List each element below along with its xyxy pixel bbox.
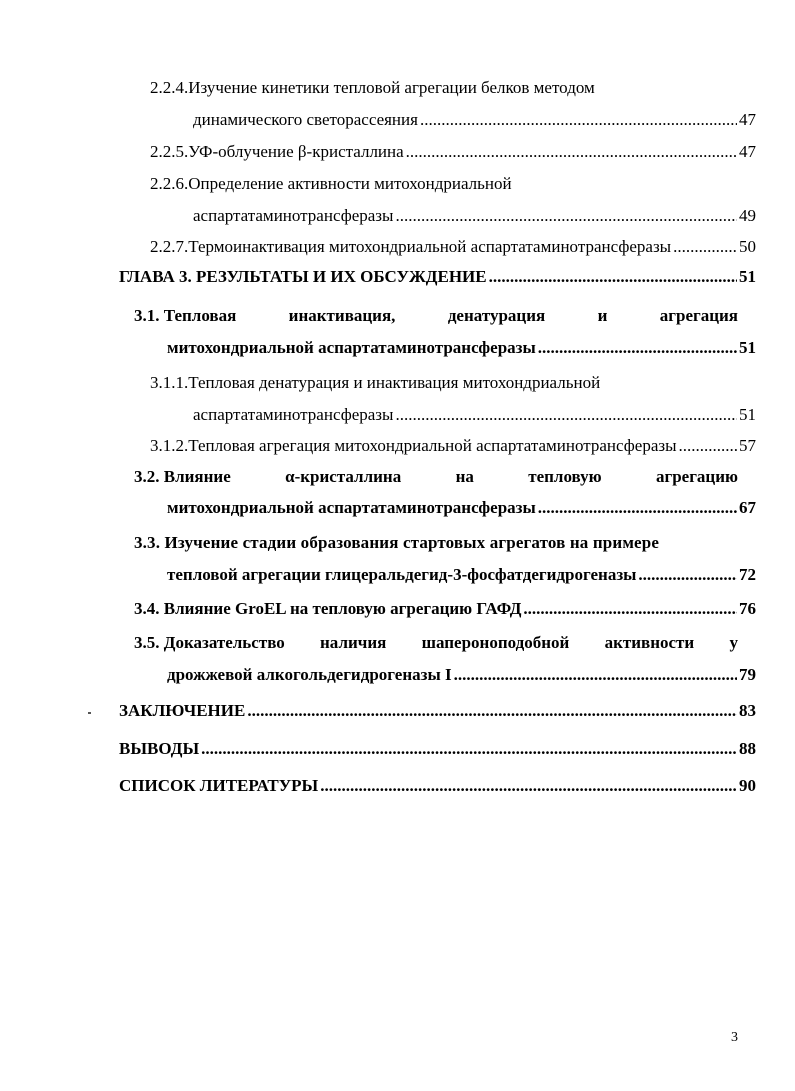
page-ref: 79 [739,665,756,684]
dot-leader [406,142,737,162]
scan-artifact-mark [88,712,91,714]
toc-chapter-3: ГЛАВА 3. РЕЗУЛЬТАТЫ И ИХ ОБСУЖДЕНИЕ ..... 51 [119,267,756,287]
toc-section-3-1-line2: митохондриальной аспартатаминотрансферазы ..... 51 [167,338,756,358]
page-number: 3 [731,1030,738,1045]
toc-entry-3-1-1-line1: 3.1.1. Тепловая денатурация и инактивация митохондриальной [150,373,601,392]
page-ref: 51 [739,267,756,286]
dot-leader [247,701,737,721]
page-ref: 50 [739,237,756,256]
toc-section-3-3-line1: 3.3. Изучение стадии образования стартовых агрегатов на примере [134,533,660,552]
toc-section-3-5-line2: дрожжевой алкогольдегидрогеназы I ..... 79 [167,665,756,685]
toc-entry-2-2-6-line1: 2.2.6. Определение активности митохондриальной [150,174,512,193]
toc-section-3-5-line1: 3.5. Доказательство наличия шапероноподобной активности у [134,633,738,652]
page-ref: 57 [739,436,756,455]
page-ref: 90 [739,776,756,795]
toc-entry-3-1-1-line2: аспартатаминотрансферазы ..... 51 [193,405,756,425]
toc-section-3-1-line1: 3.1. Тепловая инактивация, денатурация и агрегация [134,306,738,325]
toc-entry-2-2-4-line2: динамического светорассеяния ..... 47 [193,110,756,130]
page-ref: 51 [739,338,756,357]
dot-leader [523,599,737,619]
dot-leader [395,206,737,226]
toc-entry-2-2-7: 2.2.7. Термоинактивация митохондриальной аспартатаминотрансферазы ..... 50 [150,237,756,257]
page-ref: 49 [739,206,756,225]
toc-entry-2-2-4-line1: 2.2.4. Изучение кинетики тепловой агрегации белков методом [150,78,595,97]
toc-section-3-3-line2: тепловой агрегации глицеральдегид-3-фосфатдегидрогеназы ..... 72 [167,565,756,585]
dot-leader [201,739,737,759]
dot-leader [420,110,737,130]
dot-leader [320,776,737,796]
toc-entry-2-2-6-line2: аспартатаминотрансферазы ..... 49 [193,206,756,226]
page-ref: 88 [739,739,756,758]
dot-leader [538,338,737,358]
dot-leader [679,436,737,456]
toc-section-3-4: 3.4. Влияние GroEL на тепловую агрегацию ГАФД ..... 76 [134,599,756,619]
dot-leader [395,405,737,425]
page-ref: 51 [739,405,756,424]
dot-leader [673,237,737,257]
toc-conclusion: ЗАКЛЮЧЕНИЕ ..... 83 [119,701,756,721]
page-ref: 83 [739,701,756,720]
dot-leader [538,498,737,518]
toc-section-3-2-line1: 3.2. Влияние α-кристаллина на тепловую агрегацию [134,467,738,486]
page-ref: 47 [739,142,756,161]
toc-entry-3-1-2: 3.1.2. Тепловая агрегация митохондриальной аспартатаминотрансферазы ..... 57 [150,436,756,456]
page-ref: 76 [739,599,756,618]
page-ref: 47 [739,110,756,129]
toc-section-3-2-line2: митохондриальной аспартатаминотрансферазы ..... 67 [167,498,756,518]
toc-entry-2-2-5: 2.2.5. УФ-облучение β-кристаллина ..... 47 [150,142,756,162]
page-ref: 67 [739,498,756,517]
dot-leader [489,267,737,287]
toc-findings: ВЫВОДЫ ..... 88 [119,739,756,759]
dot-leader [638,565,737,585]
toc-references: СПИСОК ЛИТЕРАТУРЫ ..... 90 [119,776,756,796]
dot-leader [454,665,737,685]
page-ref: 72 [739,565,756,584]
